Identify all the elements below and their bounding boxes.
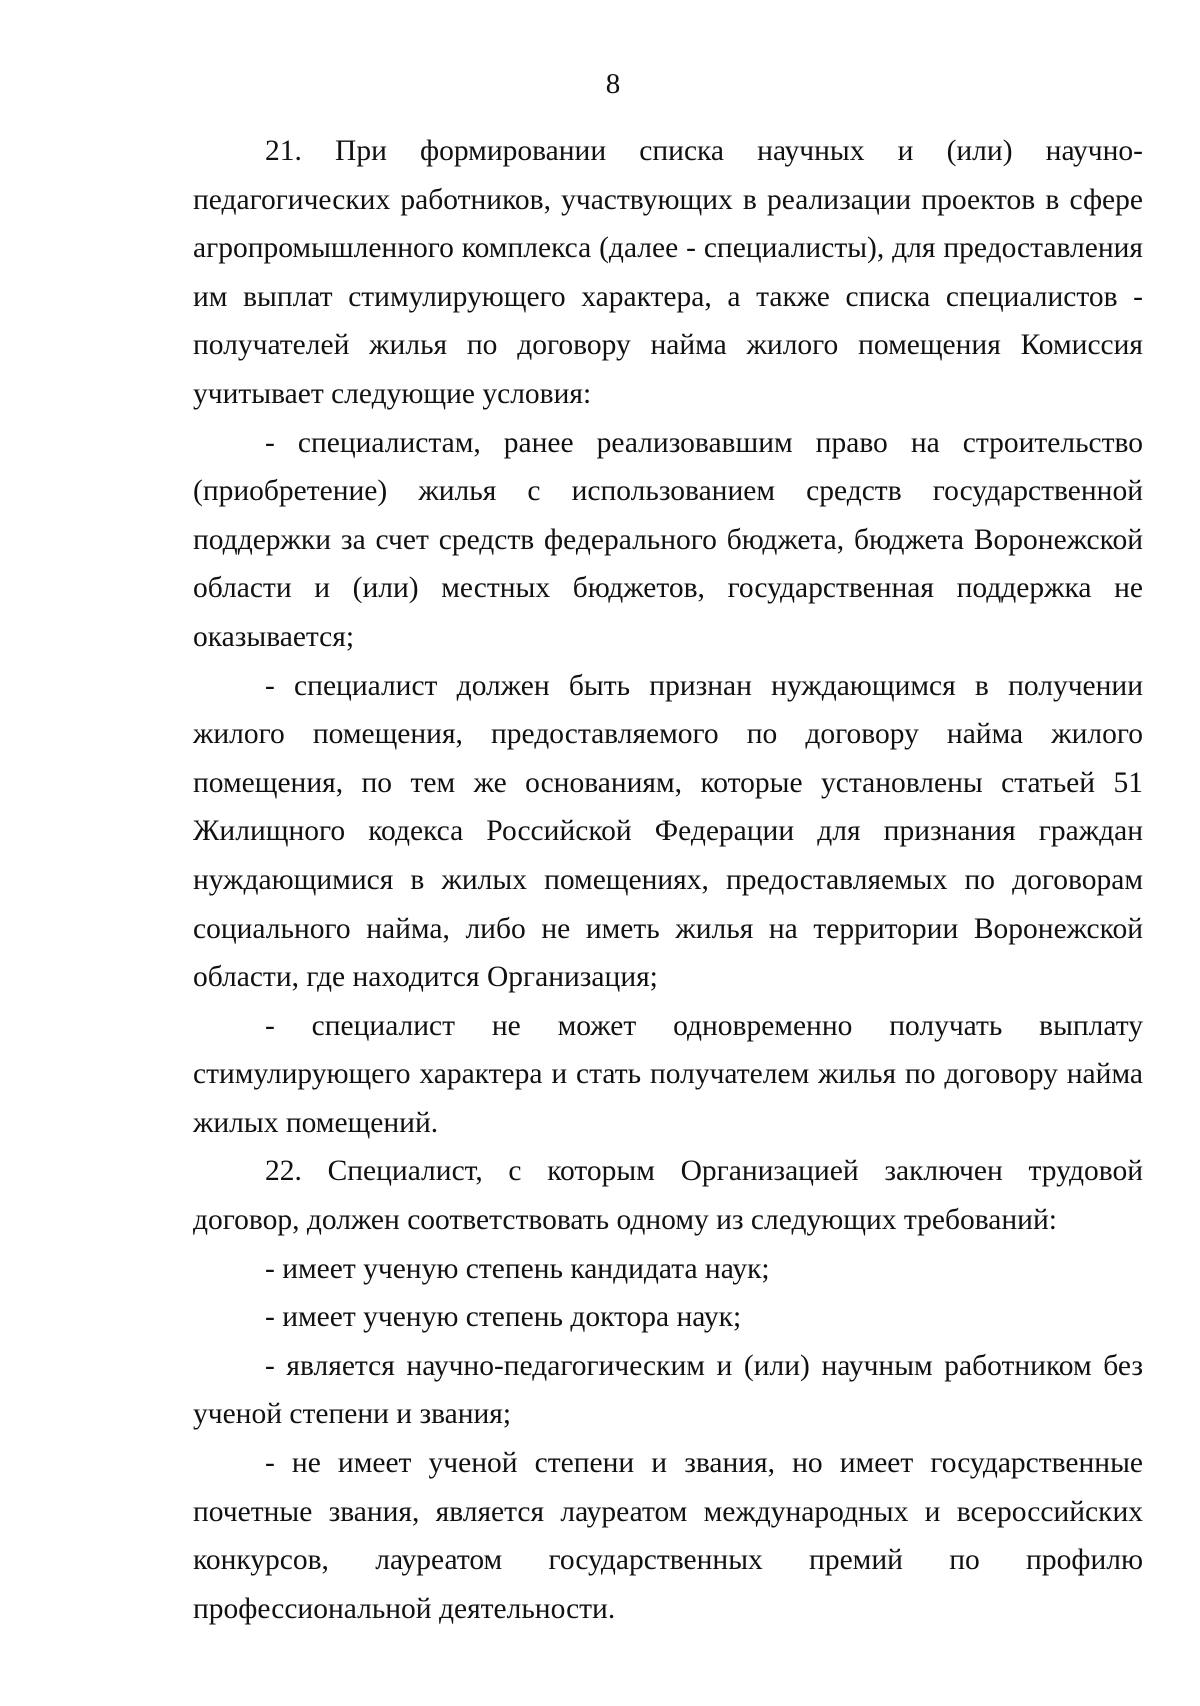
paragraph-21-intro: 21. При формировании списка научных и (или) научно-педагогических работников, участвующих в реализации проектов в сфере агропромышленного комплекса (далее - специалисты), для предоставления им выплат стимулирующего характера, а также списка специалистов - получателей жилья по договору найма жилого помещения Комиссия учитывает следующие условия: (193, 135, 1143, 410)
page-number: 8 (605, 68, 621, 100)
requirement-candidate-degree: - имеет ученую степень кандидата наук; (265, 1252, 770, 1285)
requirement-doctor-degree: - имеет ученую степень доктора наук; (265, 1301, 742, 1334)
paragraph-22-intro: 22. Специалист, с которым Организацией заключен трудовой договор, должен соответствовать одному из следующих требований: (193, 1155, 1143, 1237)
condition-no-double-benefit: - специалист не может одновременно получать выплату стимулирующего характера и стать получателем жилья по договору найма жилых помещений. (193, 1009, 1143, 1139)
requirement-honorary-titles: - не имеет ученой степени и звания, но имеет государственные почетные звания, является лауреатом международных и всероссийских конкурсов, лауреатом государственных премий по профилю профессиональной деятельности. (193, 1447, 1143, 1625)
requirement-no-degree-worker: - является научно-педагогическим и (или) научным работником без ученой степени и звания; (193, 1349, 1143, 1431)
condition-no-prior-support: - специалистам, ранее реализовавшим право на строительство (приобретение) жилья с использованием средств государственной поддержки за счет средств федерального бюджета, бюджета Воронежской области и (или) местных бюджетов, государственная поддержка не оказывается; (193, 426, 1143, 653)
document-body (193, 127, 1143, 1633)
condition-housing-need: - специалист должен быть признан нуждающимся в получении жилого помещения, предоставляемого по договору найма жилого помещения, по тем же основаниям, которые установлены статьей 51 Жилищного кодекса Российской Федерации для признания граждан нуждающимися в жилых помещениях, предоставляемых по договорам социального найма, либо не иметь жилья на территории Воронежской области, где находится Организация; (193, 669, 1143, 994)
